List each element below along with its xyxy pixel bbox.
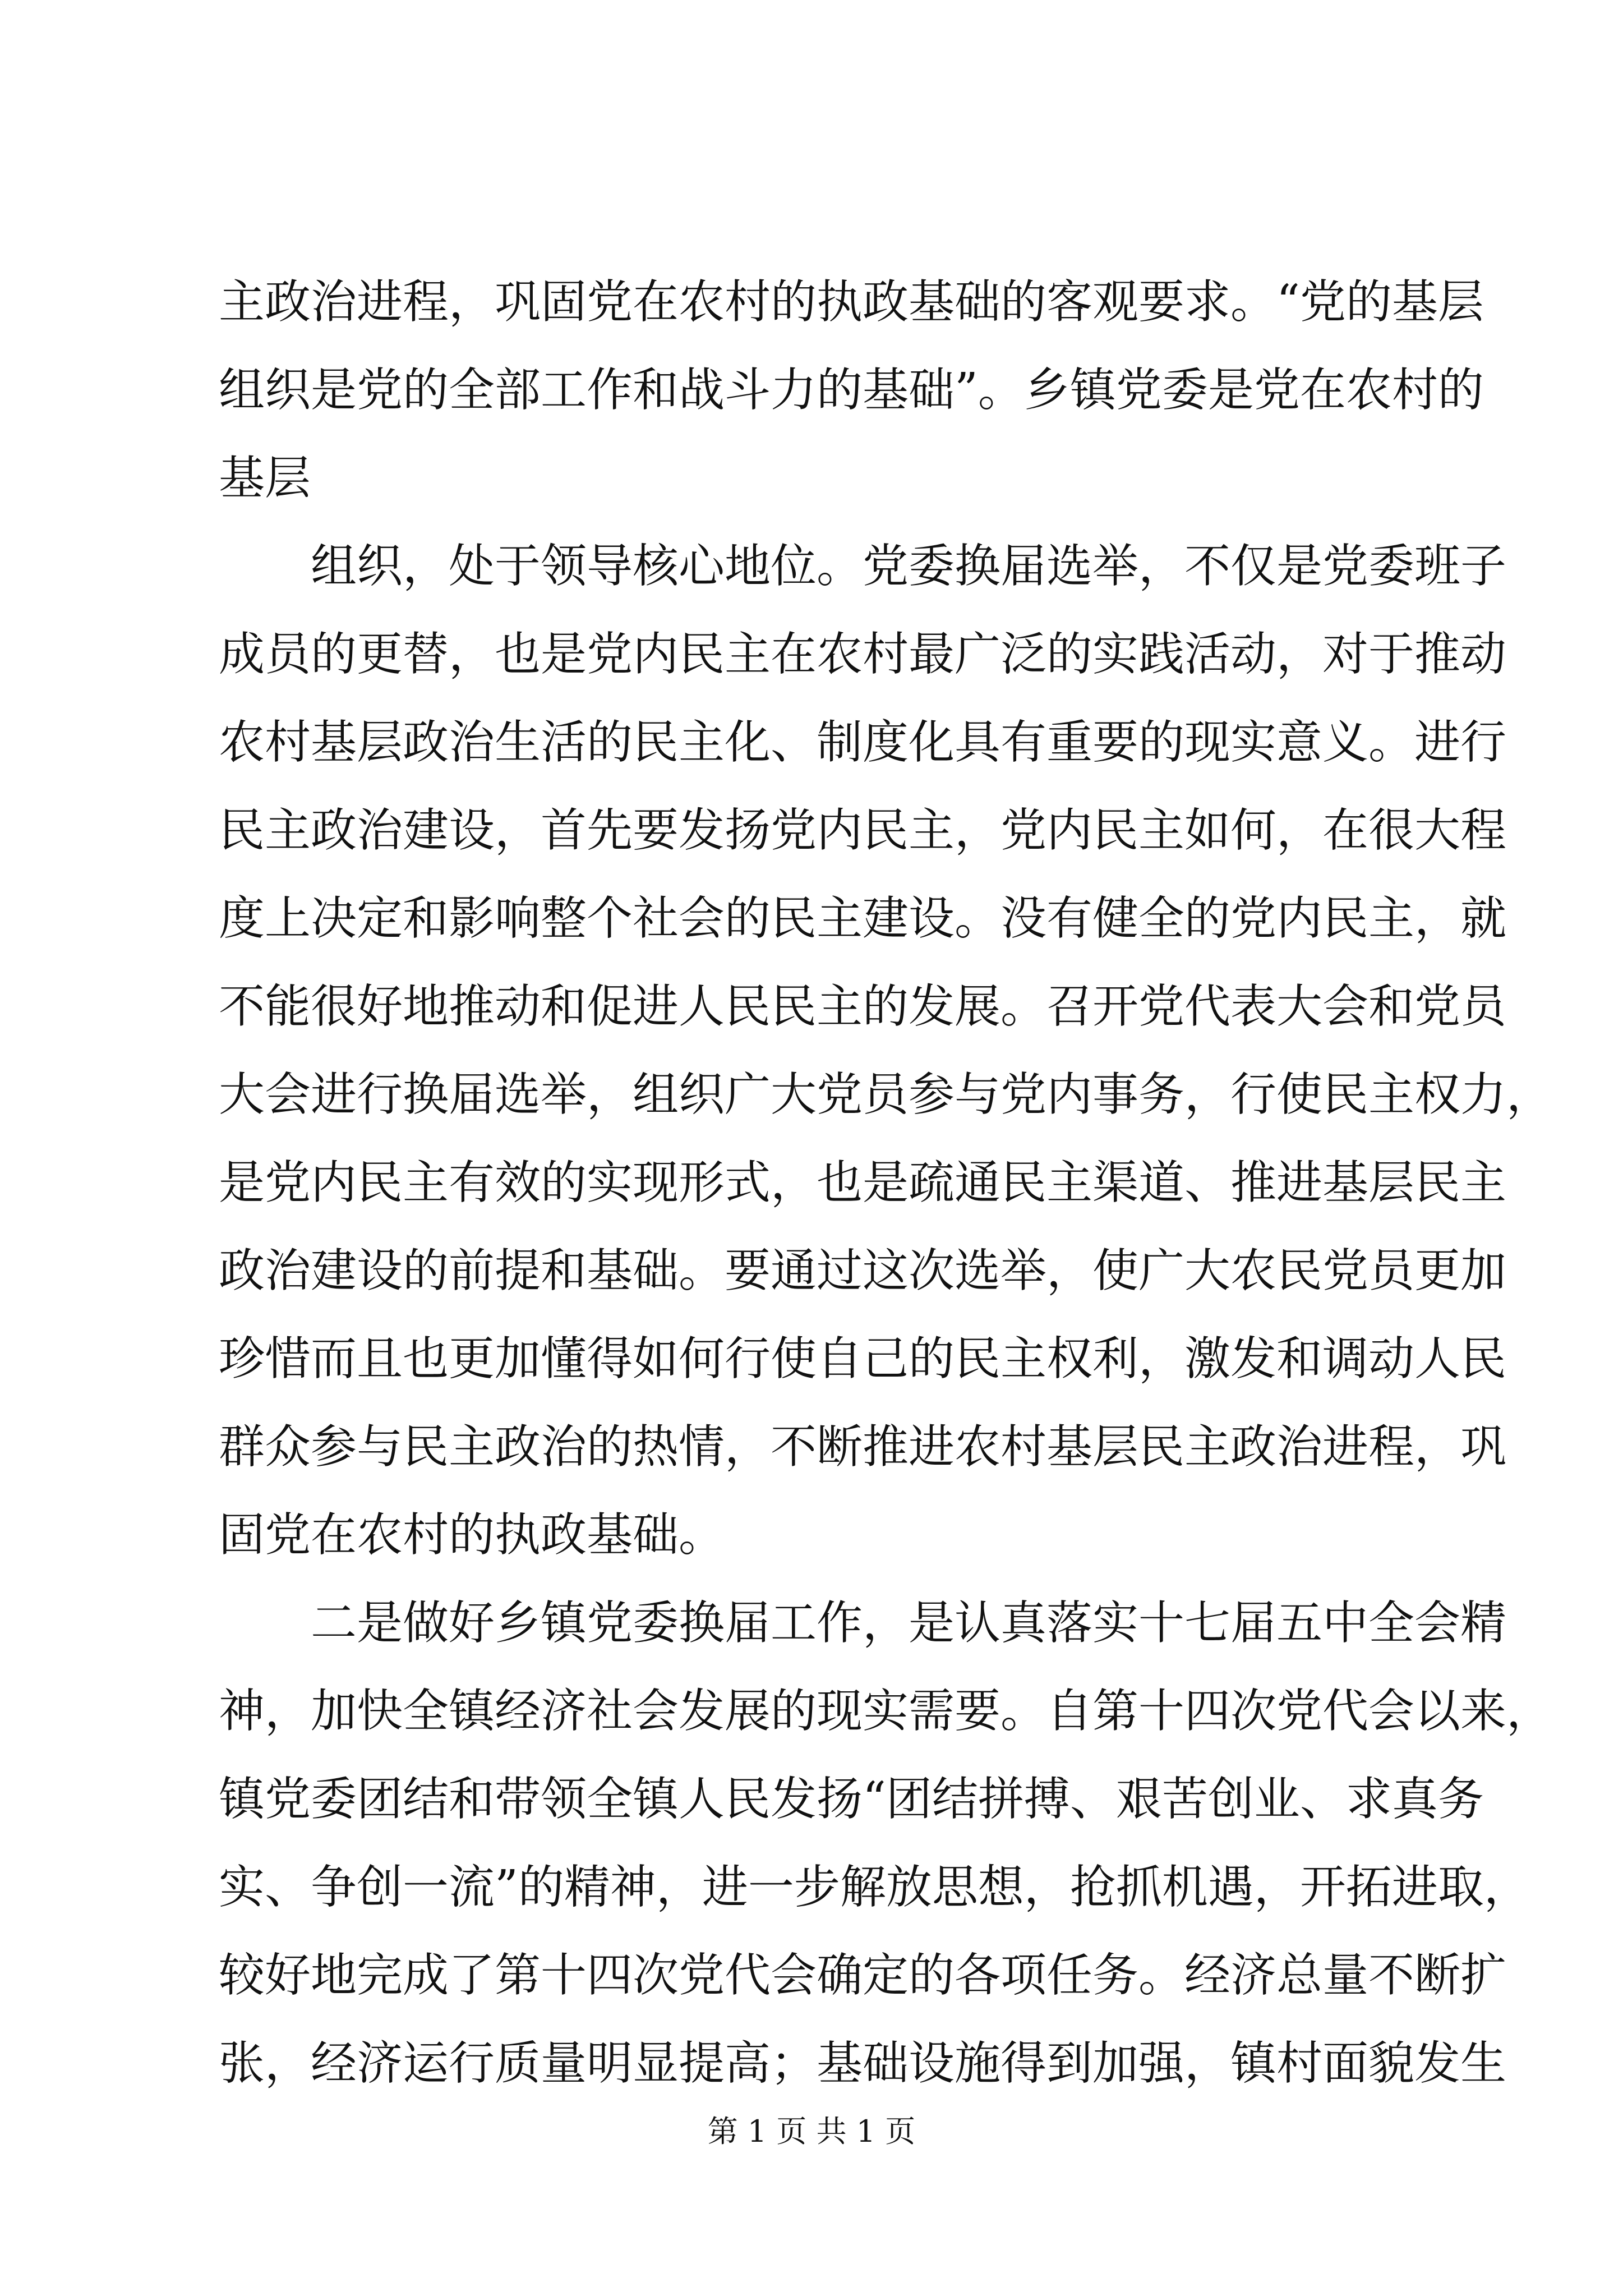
text-line: 农村基层政治生活的民主化、制度化具有重要的现实意义。进行 <box>219 716 1507 769</box>
text-line: 张，经济运行质量明显提高；基础设施得到加强，镇村面貌发生 <box>219 2037 1507 2090</box>
text-line: 民主政治建设，首先要发扬党内民主，党内民主如何，在很大程 <box>219 804 1507 857</box>
text-line: 度上决定和影响整个社会的民主建设。没有健全的党内民主，就 <box>219 892 1507 945</box>
text-line: 二是做好乡镇党委换届工作，是认真落实十七届五中全会精 <box>311 1596 1507 1650</box>
text-line: 珍惜而且也更加懂得如何行使自己的民主权利，激发和调动人民 <box>219 1332 1507 1386</box>
text-line: 固党在农村的执政基础。 <box>219 1508 725 1562</box>
text-line: 镇党委团结和带领全镇人民发扬“团结拼搏、艰苦创业、求真务 <box>219 1773 1484 1826</box>
text-line: 组织是党的全部工作和战斗力的基础”。乡镇党委是党在农村的 <box>219 364 1484 417</box>
document-body <box>219 258 1553 2108</box>
paragraph-3 <box>219 1579 1553 2108</box>
text-line: 基层 <box>219 452 311 505</box>
text-line: 主政治进程，巩固党在农村的执政基础的客观要求。“党的基层 <box>219 275 1484 329</box>
text-line: 政治建设的前提和基础。要通过这次选举，使广大农民党员更加 <box>219 1244 1507 1297</box>
text-line: 不能很好地推动和促进人民民主的发展。召开党代表大会和党员 <box>219 980 1507 1033</box>
text-line: 成员的更替，也是党内民主在农村最广泛的实践活动，对于推动 <box>219 628 1507 681</box>
paragraph-1 <box>219 258 1484 522</box>
text-line: 是党内民主有效的实现形式，也是疏通民主渠道、推进基层民主 <box>219 1156 1507 1209</box>
paragraph-2 <box>219 522 1553 1579</box>
page-footer <box>0 2112 1623 2151</box>
page-number-label: 第 1 页 共 1 页 <box>707 2114 916 2149</box>
text-line: 神，加快全镇经济社会发展的现实需要。自第十四次党代会以来， <box>219 1685 1553 1738</box>
text-line: 大会进行换届选举，组织广大党员参与党内事务，行使民主权力， <box>219 1068 1553 1121</box>
text-line: 较好地完成了第十四次党代会确定的各项任务。经济总量不断扩 <box>219 1949 1507 2002</box>
text-line: 组织，处于领导核心地位。党委换届选举，不仅是党委班子 <box>311 540 1507 593</box>
text-line: 实、争创一流”的精神，进一步解放思想，抢抓机遇，开拓进取， <box>219 1861 1530 1914</box>
text-line: 群众参与民主政治的热情，不断推进农村基层民主政治进程，巩 <box>219 1420 1507 1474</box>
